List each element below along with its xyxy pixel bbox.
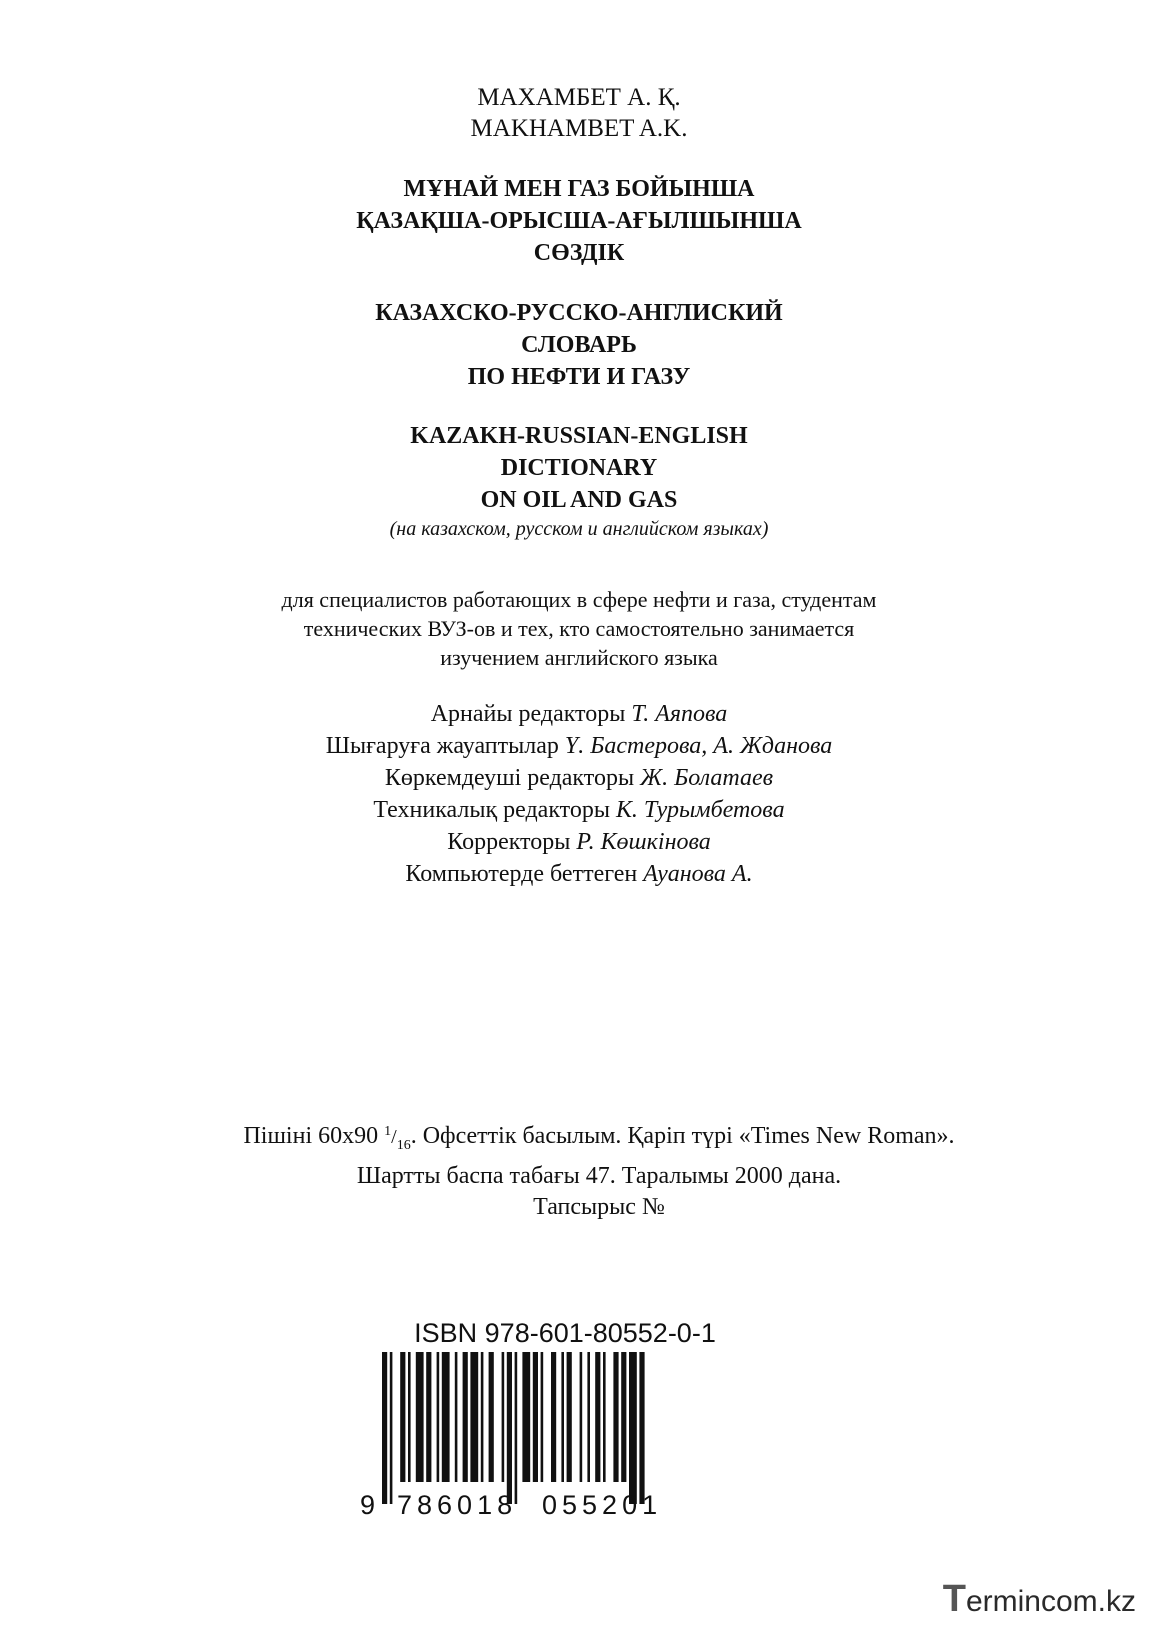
title-en-line: DICTIONARY — [500, 455, 658, 481]
barcode-bars — [382, 1352, 645, 1504]
barcode-bar — [416, 1352, 424, 1482]
title-en-line: ON OIL AND GAS — [480, 487, 678, 513]
credit-line: Техникалық редакторы К. Турымбетова — [373, 797, 785, 823]
barcode-digits-right: 055201 — [542, 1490, 663, 1520]
barcode-bar — [390, 1352, 393, 1504]
audience-line: для специалистов работающих в сфере нефти и газа, студентам — [281, 587, 877, 612]
barcode-digit-first: 9 — [360, 1490, 376, 1520]
credit-line: Компьютерде беттеген Ауанова А. — [405, 861, 753, 887]
barcode-bar — [613, 1352, 618, 1482]
barcode-bar — [587, 1352, 590, 1482]
barcode-bar — [455, 1352, 458, 1482]
barcode-bar — [408, 1352, 411, 1482]
title-ru-line: ПО НЕФТИ И ГАЗУ — [467, 364, 691, 390]
publication-info — [20, 1116, 1158, 1223]
barcode-bar — [541, 1352, 544, 1482]
title-en-line: KAZAKH-RUSSIAN-ENGLISH — [410, 423, 748, 449]
watermark-logo: Termincom.kz — [942, 1578, 1136, 1620]
barcode-bar — [580, 1352, 583, 1482]
barcode-digits-left: 786018 — [397, 1490, 518, 1520]
author-kz: МАХАМБЕТ А. Қ. — [477, 84, 681, 111]
barcode-bar — [502, 1352, 505, 1482]
title-kazakh — [0, 173, 1158, 269]
barcode-bar — [400, 1352, 405, 1482]
credits — [0, 698, 1158, 890]
barcode-bar — [533, 1352, 538, 1482]
barcode-bar — [603, 1352, 606, 1482]
barcode-bar — [442, 1352, 450, 1482]
isbn-label: ISBN 978-601-80552-0-1 — [414, 1318, 716, 1348]
authors — [0, 82, 1158, 144]
barcode-bar — [489, 1352, 494, 1482]
barcode-bar — [561, 1352, 564, 1482]
barcode-bar — [551, 1352, 556, 1482]
barcode-bar — [639, 1352, 644, 1504]
credit-line: Корректоры Р. Көшкінова — [447, 829, 711, 855]
title-ru-line: СЛОВАРЬ — [521, 332, 637, 358]
title-russian — [0, 297, 1158, 393]
barcode-bar — [481, 1352, 484, 1482]
publication-format: Пішіні 60х90 $^1/_{16}$. Офсеттік басылым. Қаріп түрі «Times New Roman». — [243, 1123, 955, 1153]
barcode-bar — [629, 1352, 637, 1504]
barcode-bar — [470, 1352, 478, 1482]
barcode-bar — [515, 1352, 518, 1504]
title-english — [0, 420, 1158, 516]
barcode-bar — [382, 1352, 387, 1504]
audience-description — [0, 585, 1158, 672]
publication-sheets: Шартты баспа табағы 47. Таралымы 2000 дана. — [356, 1163, 842, 1189]
barcode-bar — [507, 1352, 512, 1504]
title-ru-line: КАЗАХСКО-РУССКО-АНГЛИСКИЙ — [375, 300, 783, 326]
languages-note: (на казахском, русском и английском языках) — [389, 518, 769, 540]
publication-order: Тапсырыс № — [533, 1194, 665, 1220]
credit-line: Арнайы редакторы Т. Аяпова — [430, 701, 728, 727]
title-kz-line: ҚАЗАҚША-ОРЫСША-АҒЫЛШЫНША — [356, 208, 802, 234]
title-kz-line: МҰНАЙ МЕН ГАЗ БОЙЫНША — [403, 176, 755, 202]
audience-line: технических ВУЗ-ов и тех, кто самостоятельно занимается — [303, 616, 855, 641]
barcode-bar — [437, 1352, 440, 1482]
barcode-bar — [522, 1352, 530, 1482]
title-kz-line: СӨЗДІК — [533, 240, 625, 266]
audience-line: изучением английского языка — [440, 645, 718, 670]
barcode-bar — [426, 1352, 431, 1482]
barcode-bar — [463, 1352, 468, 1482]
credit-line: Шығаруға жауаптылар Ү. Бастерова, А. Жданова — [325, 733, 833, 759]
barcode-bar — [567, 1352, 572, 1482]
author-en: MAKHAMBET A.K. — [470, 115, 688, 142]
credit-line: Көркемдеуші редакторы Ж. Болатаев — [384, 765, 774, 791]
isbn-barcode — [352, 1352, 742, 1520]
barcode-bar — [621, 1352, 626, 1482]
barcode-bar — [595, 1352, 600, 1482]
